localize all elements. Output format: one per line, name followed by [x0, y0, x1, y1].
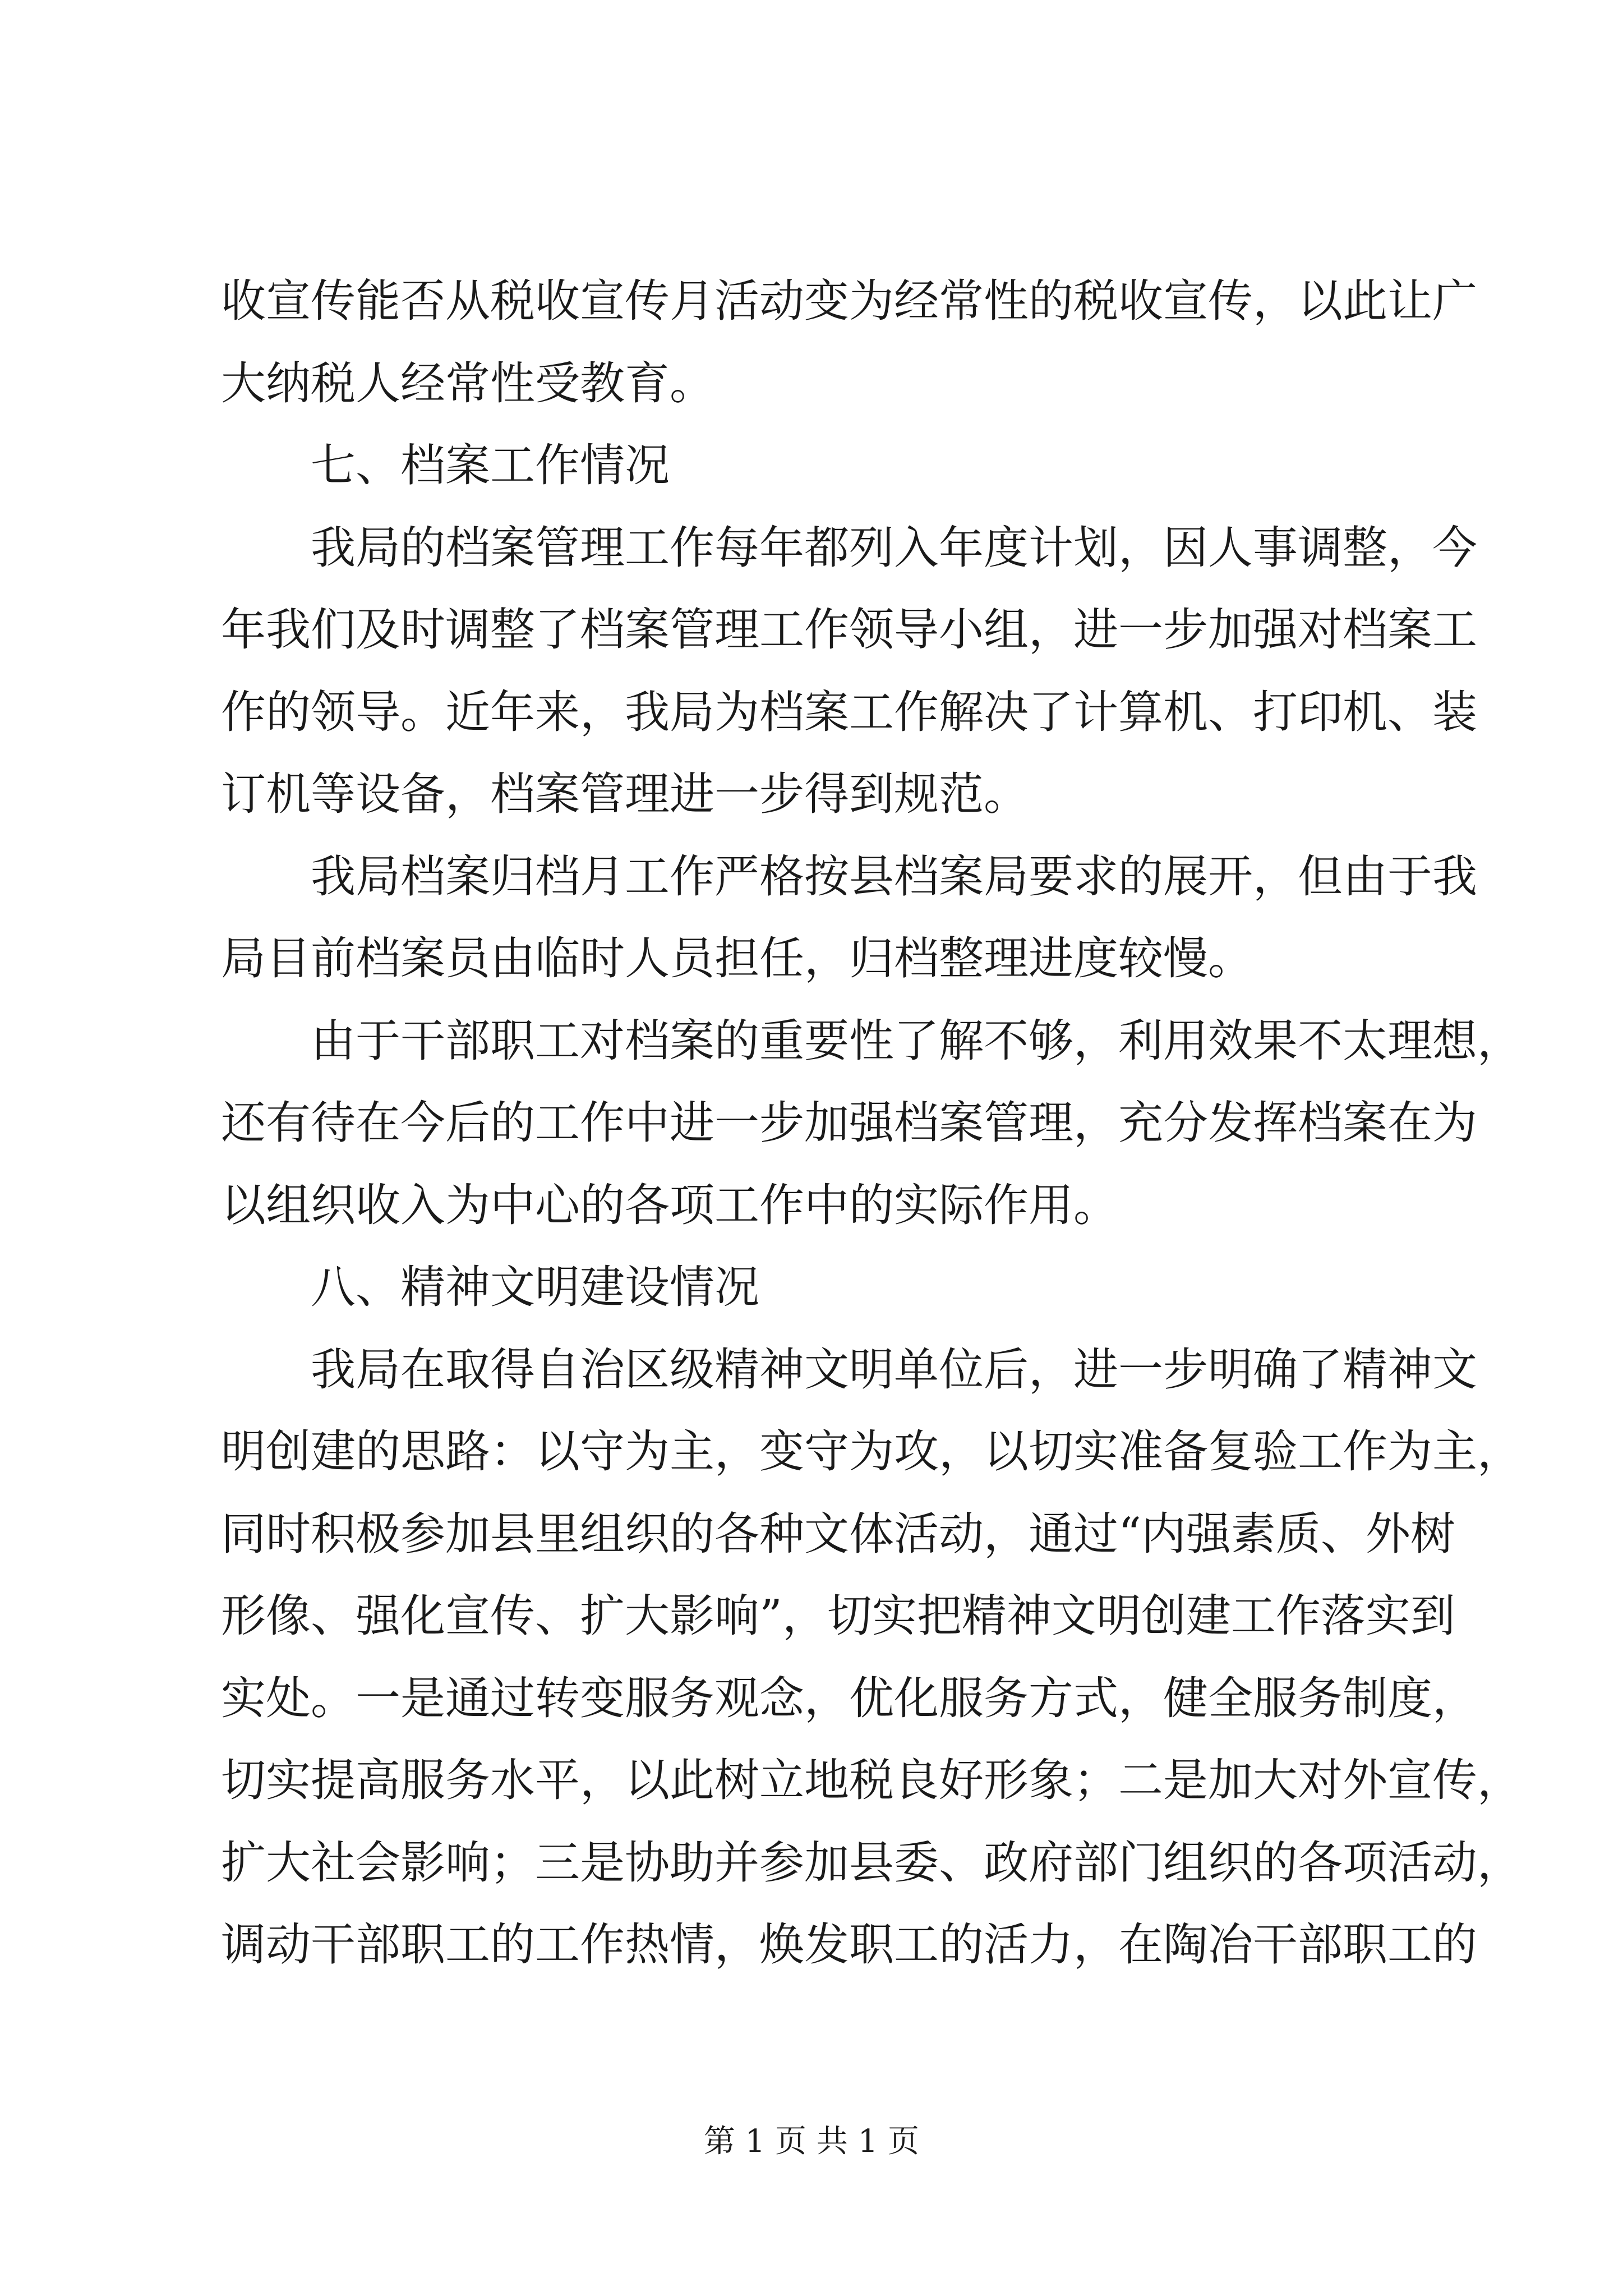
text-line: 以组织收入为中心的各项工作中的实际作用。: [221, 1179, 1118, 1231]
text-line: 大纳税人经常性受教育。: [221, 357, 714, 409]
section-heading: 八、精神文明建设情况: [311, 1261, 759, 1313]
text-line: 明创建的思路：以守为主，变守为攻，以切实准备复验工作为主，: [221, 1425, 1522, 1478]
text-line: 作的领导。近年来，我局为档案工作解决了计算机、打印机、装: [221, 685, 1477, 738]
document-body: [221, 260, 1522, 1986]
text-line: 由于干部职工对档案的重要性了解不够，利用效果不太理想，: [311, 1014, 1522, 1067]
text-line: 我局档案归档月工作严格按县档案局要求的展开，但由于我: [311, 850, 1477, 903]
text-line: 扩大社会影响；三是协助并参加县委、政府部门组织的各项活动，: [221, 1836, 1522, 1889]
text-line: 我局在取得自治区级精神文明单位后，进一步明确了精神文: [311, 1343, 1477, 1396]
text-line: 收宣传能否从税收宣传月活动变为经常性的税收宣传，以此让广: [221, 275, 1477, 327]
page-number-footer: 第 1 页 共 1 页: [703, 2123, 920, 2160]
text-line: 局目前档案员由临时人员担任，归档整理进度较慢。: [221, 932, 1253, 984]
text-line: 切实提高服务水平，以此树立地税良好形象；二是加大对外宣传，: [221, 1754, 1522, 1806]
text-line: 订机等设备，档案管理进一步得到规范。: [221, 768, 1029, 820]
text-line: 我局的档案管理工作每年都列入年度计划，因人事调整，今: [311, 521, 1477, 574]
section-heading: 七、档案工作情况: [311, 439, 670, 491]
text-line: 还有待在今后的工作中进一步加强档案管理，充分发挥档案在为: [221, 1097, 1477, 1149]
text-line: 同时积极参加县里组织的各种文体活动，通过“内强素质、外树: [221, 1507, 1455, 1560]
text-line: 调动干部职工的工作热情，焕发职工的活力，在陶冶干部职工的: [221, 1918, 1477, 1971]
text-line: 实处。一是通过转变服务观念，优化服务方式，健全服务制度，: [221, 1672, 1477, 1724]
text-line: 形像、强化宣传、扩大影响”，切实把精神文明创建工作落实到: [221, 1590, 1455, 1642]
text-line: 年我们及时调整了档案管理工作领导小组，进一步加强对档案工: [221, 604, 1477, 656]
